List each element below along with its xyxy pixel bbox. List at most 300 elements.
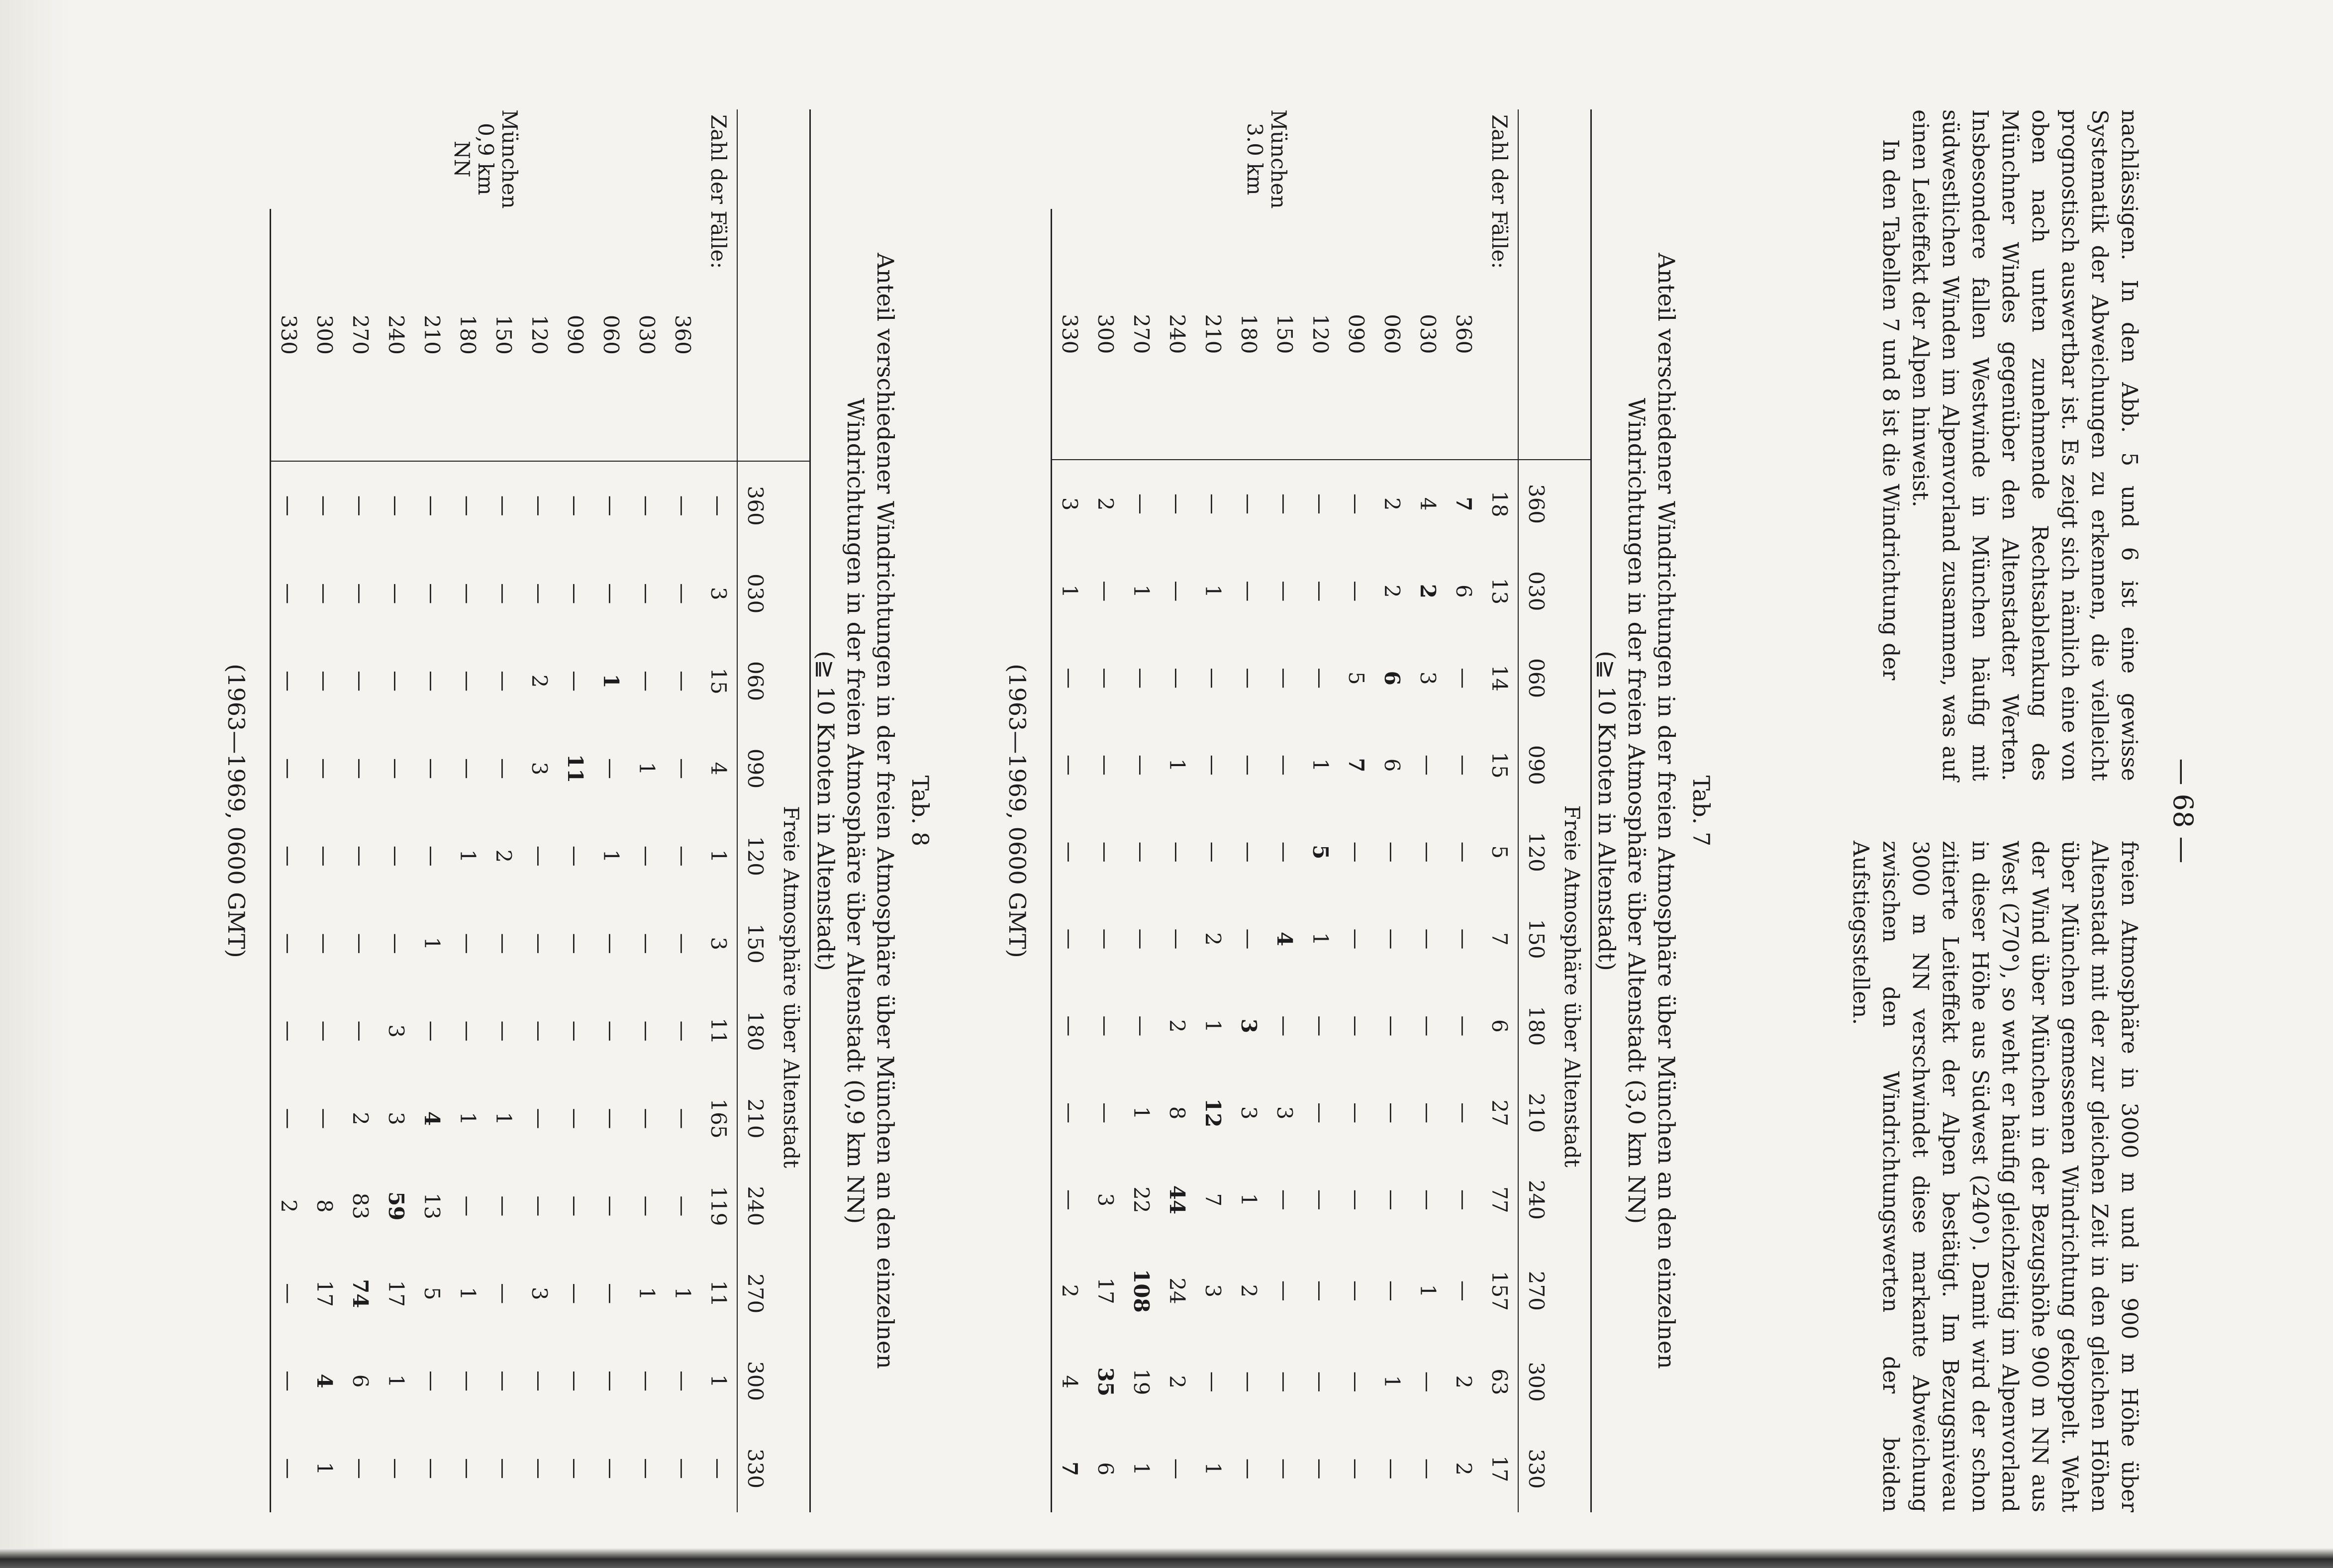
table-row bbox=[379, 109, 414, 1512]
table-cell: — bbox=[671, 671, 695, 692]
row-direction: 180 bbox=[1237, 314, 1262, 354]
table-cell: — bbox=[384, 758, 409, 779]
table-cell: — bbox=[1416, 841, 1441, 863]
table-cell: — bbox=[1231, 460, 1267, 548]
table-cell: — bbox=[1308, 1280, 1333, 1301]
count-label: Zahl der Fälle: bbox=[706, 114, 731, 269]
table-cell: — bbox=[384, 583, 409, 604]
table-cell: 5 bbox=[1308, 845, 1333, 860]
table-cell: 83 bbox=[348, 1192, 373, 1220]
table-cell: — bbox=[1093, 928, 1118, 950]
row-direction: 330 bbox=[271, 209, 307, 462]
row-direction: 300 bbox=[312, 314, 337, 355]
table-cell: 1 bbox=[671, 1286, 695, 1300]
table-cell: 1 bbox=[1201, 1462, 1226, 1475]
table-cell: — bbox=[420, 758, 445, 779]
table-cell: — bbox=[1344, 1189, 1369, 1210]
table-cell: — bbox=[1237, 754, 1262, 776]
caption-line: Anteil verschiedener Windrichtungen in der freien Atmosphäre über München an den einzelnen bbox=[872, 253, 899, 1369]
table-cell: — bbox=[1129, 1015, 1154, 1037]
table-cell: — bbox=[1267, 460, 1303, 548]
table-cell: — bbox=[1093, 1015, 1118, 1037]
table-cell: — bbox=[491, 1458, 516, 1479]
header-row bbox=[1518, 109, 1555, 1512]
count-cell: 3 bbox=[706, 587, 731, 600]
column-header: 360 bbox=[1518, 460, 1555, 548]
table-cell: 3 bbox=[1237, 1106, 1262, 1120]
table-label: Tab. 8 bbox=[907, 775, 934, 847]
table-cell: — bbox=[599, 1108, 624, 1129]
table-cell: 3 bbox=[384, 1112, 409, 1125]
column-header: 180 bbox=[1518, 982, 1555, 1070]
table-row bbox=[593, 109, 629, 1512]
table-cell: — bbox=[1237, 841, 1262, 863]
table-8 bbox=[270, 109, 811, 1512]
table-cell: — bbox=[271, 987, 307, 1075]
row-direction: 030 bbox=[635, 314, 660, 355]
table-row bbox=[1339, 109, 1374, 1512]
table-cell: — bbox=[665, 461, 701, 550]
table-cell: — bbox=[1380, 1458, 1405, 1479]
table-cell: — bbox=[1052, 635, 1088, 722]
table-cell: — bbox=[1272, 841, 1297, 863]
table-cell: 2 bbox=[1165, 1375, 1190, 1389]
row-direction: 240 bbox=[1165, 314, 1190, 354]
count-cell: 15 bbox=[706, 668, 731, 694]
row-direction: 180 bbox=[456, 314, 481, 355]
table-cell: 2 bbox=[1237, 1284, 1262, 1298]
table-row bbox=[1231, 109, 1267, 1512]
page-number: — 68 — bbox=[2167, 758, 2199, 864]
table-cell: — bbox=[1052, 895, 1088, 982]
table-cell: — bbox=[491, 1195, 516, 1217]
table-cell: — bbox=[384, 933, 409, 954]
table-cell: — bbox=[1452, 841, 1476, 863]
table-cell: 1 bbox=[1129, 1462, 1154, 1475]
document-page bbox=[80, 90, 2219, 1532]
table-cell: 5 bbox=[420, 1286, 445, 1300]
column-header: 300 bbox=[737, 1337, 774, 1425]
group-label-line: 3.0 km bbox=[1243, 123, 1267, 196]
table-cell: 3 bbox=[527, 1286, 552, 1300]
caption-line: Windrichtungen in der freien Atmosphäre über Altenstadt (3,0 km NN) bbox=[1623, 397, 1650, 1224]
table-cell: — bbox=[1052, 722, 1088, 809]
table-cell: 19 bbox=[1129, 1369, 1154, 1395]
table-cell: — bbox=[312, 671, 337, 692]
table-7-period: (1963—1969, 0600 GMT) bbox=[1004, 664, 1031, 958]
caption-line: (≧ 10 Knoten in Altenstadt) bbox=[1593, 651, 1620, 971]
table-row bbox=[414, 109, 450, 1512]
table-cell: — bbox=[563, 933, 588, 954]
table-cell: — bbox=[1201, 1371, 1226, 1392]
table-cell: — bbox=[1093, 754, 1118, 776]
table-cell: 8 bbox=[1165, 1106, 1190, 1120]
table-row bbox=[665, 109, 701, 1512]
table-cell: — bbox=[1452, 1189, 1476, 1210]
table-cell: 1 bbox=[599, 849, 624, 863]
count-cell: 4 bbox=[706, 762, 731, 776]
table-cell: — bbox=[1452, 668, 1476, 689]
table-cell: — bbox=[1160, 460, 1195, 548]
column-header: 240 bbox=[737, 1162, 774, 1250]
table-cell: — bbox=[456, 1195, 481, 1217]
table-row bbox=[1446, 109, 1482, 1512]
row-direction: 120 bbox=[527, 314, 552, 355]
table-cell: — bbox=[1093, 1102, 1118, 1124]
table-cell: — bbox=[1452, 1102, 1476, 1124]
table-cell: — bbox=[456, 1458, 481, 1479]
table-cell: — bbox=[558, 461, 593, 550]
table-cell: 3 bbox=[1272, 1106, 1297, 1120]
row-direction: 210 bbox=[420, 314, 445, 355]
table-cell: — bbox=[527, 1371, 552, 1392]
table-cell: 1 bbox=[312, 1462, 337, 1475]
table-cell: 2 bbox=[1165, 1019, 1190, 1033]
table-row bbox=[1195, 109, 1231, 1512]
empty-cell bbox=[1555, 109, 1591, 460]
table-cell: 1 bbox=[1416, 1284, 1441, 1298]
table-cell: 1 bbox=[1308, 758, 1333, 772]
table-cell: — bbox=[1237, 668, 1262, 689]
table-cell: — bbox=[1165, 841, 1190, 863]
table-cell: — bbox=[1308, 1371, 1333, 1392]
count-cell: 15 bbox=[1487, 752, 1512, 779]
table-cell: 7 bbox=[1446, 460, 1482, 548]
column-header: 360 bbox=[737, 461, 774, 550]
table-cell: — bbox=[1129, 668, 1154, 689]
table-cell: 6 bbox=[348, 1374, 373, 1388]
table-cell: — bbox=[1308, 668, 1333, 689]
table-cell: — bbox=[486, 461, 522, 550]
table-cell: — bbox=[671, 758, 695, 779]
table-cell: — bbox=[1380, 1280, 1405, 1301]
table-cell: — bbox=[348, 671, 373, 692]
table-cell: 1 bbox=[1129, 585, 1154, 598]
count-cell: 157 bbox=[1487, 1271, 1512, 1311]
column-spanner: Freie Atmosphäre über Altenstadt bbox=[1555, 460, 1591, 1512]
table-cell: — bbox=[1380, 1015, 1405, 1037]
table-cell: — bbox=[1344, 928, 1369, 950]
table-cell: 2 bbox=[527, 674, 552, 688]
row-direction: 360 bbox=[1452, 314, 1476, 354]
table-cell: — bbox=[527, 933, 552, 954]
scan-edge-left bbox=[0, 0, 70, 1568]
text-column-left bbox=[1846, 109, 2144, 781]
table-cell: — bbox=[1201, 668, 1226, 689]
table-cell: 4 bbox=[312, 1373, 337, 1388]
table-cell: 1 bbox=[1201, 1019, 1226, 1033]
spanner-row bbox=[774, 109, 810, 1512]
table-cell: — bbox=[1165, 668, 1190, 689]
table-cell: 12 bbox=[1201, 1098, 1226, 1128]
table-7-block bbox=[974, 109, 1716, 1512]
table-cell: — bbox=[1052, 1070, 1088, 1157]
column-header: 030 bbox=[737, 550, 774, 637]
column-header: 270 bbox=[1518, 1243, 1555, 1338]
table-row bbox=[1303, 109, 1339, 1512]
table-cell: 3 bbox=[1052, 460, 1088, 548]
table-cell: — bbox=[456, 933, 481, 954]
table-cell: — bbox=[271, 812, 307, 900]
column-header: 150 bbox=[737, 900, 774, 987]
caption-line: (≧ 10 Knoten in Altenstadt) bbox=[812, 651, 839, 971]
table-cell: 1 bbox=[1165, 758, 1190, 772]
header-row bbox=[737, 109, 774, 1512]
table-cell: — bbox=[1129, 754, 1154, 776]
table-cell: — bbox=[1380, 928, 1405, 950]
table-cell: — bbox=[1416, 1102, 1441, 1124]
table-row bbox=[1160, 109, 1195, 1512]
table-cell: 1 bbox=[635, 762, 660, 776]
column-header: 240 bbox=[1518, 1157, 1555, 1244]
table-cell: — bbox=[491, 1283, 516, 1304]
count-cell: 119 bbox=[706, 1186, 731, 1226]
table-cell: 2 bbox=[491, 849, 516, 863]
count-cell: — bbox=[706, 1458, 731, 1479]
table-row bbox=[1267, 109, 1303, 1512]
table-cell: — bbox=[271, 550, 307, 637]
table-cell: — bbox=[348, 583, 373, 604]
table-label: Tab. 7 bbox=[1688, 775, 1715, 847]
table-cell: — bbox=[563, 1020, 588, 1042]
table-cell: — bbox=[1195, 460, 1231, 548]
table-cell: — bbox=[635, 933, 660, 954]
table-cell: 2 bbox=[1088, 460, 1124, 548]
spanner-row bbox=[1555, 109, 1591, 1512]
table-row bbox=[1374, 109, 1410, 1512]
table-cell: 2 bbox=[1452, 1375, 1476, 1389]
table-cell: 1 bbox=[1129, 1106, 1154, 1120]
table-cell: — bbox=[1124, 460, 1160, 548]
table-cell: — bbox=[271, 1075, 307, 1163]
table-cell: — bbox=[348, 845, 373, 867]
table-cell: — bbox=[384, 1458, 409, 1479]
table-cell: 2 bbox=[1052, 1243, 1088, 1338]
count-cell: 13 bbox=[1487, 578, 1512, 605]
table-cell: 4 bbox=[1410, 460, 1446, 548]
table-cell: — bbox=[1308, 1015, 1333, 1037]
count-cell: 11 bbox=[706, 1017, 731, 1045]
caption-line: Windrichtungen in der freien Atmosphäre über Altenstadt (0,9 km NN) bbox=[842, 397, 869, 1224]
table-cell: 1 bbox=[456, 849, 481, 863]
table-cell: 3 bbox=[1093, 1193, 1118, 1207]
table-cell: — bbox=[1237, 581, 1262, 602]
paragraph: In den Tabellen 7 und 8 ist die Windrichtung der bbox=[1878, 139, 1903, 681]
row-direction: 090 bbox=[563, 314, 588, 355]
table-cell: — bbox=[384, 845, 409, 867]
row-direction: 060 bbox=[599, 314, 624, 355]
table-cell: — bbox=[522, 461, 558, 550]
count-cell: 27 bbox=[1487, 1099, 1512, 1126]
table-cell: — bbox=[1303, 460, 1339, 548]
table-cell: — bbox=[1129, 841, 1154, 863]
table-cell: 17 bbox=[312, 1280, 337, 1307]
count-row bbox=[701, 109, 737, 1512]
count-label: Zahl der Fälle: bbox=[1487, 114, 1512, 269]
table-row bbox=[271, 109, 307, 1512]
table-cell: 5 bbox=[1344, 671, 1369, 685]
column-header: 060 bbox=[1518, 635, 1555, 722]
count-cell: 1 bbox=[706, 1374, 731, 1388]
count-cell: — bbox=[701, 461, 737, 550]
caption-line: Anteil verschiedener Windrichtungen in der freien Atmosphäre über München an den einzelnen bbox=[1653, 253, 1680, 1369]
table-cell: — bbox=[635, 583, 660, 604]
count-row bbox=[1482, 109, 1518, 1512]
table-cell: — bbox=[1339, 460, 1374, 548]
table-cell: — bbox=[1380, 1102, 1405, 1124]
row-direction: 090 bbox=[1344, 314, 1369, 354]
table-cell: — bbox=[491, 758, 516, 779]
table-cell: — bbox=[635, 1458, 660, 1479]
table-row bbox=[522, 109, 558, 1512]
table-cell: — bbox=[599, 1371, 624, 1392]
table-cell: — bbox=[629, 461, 665, 550]
column-header: 120 bbox=[737, 812, 774, 900]
table-cell: — bbox=[563, 1458, 588, 1479]
table-cell: 6 bbox=[1093, 1462, 1118, 1475]
table-cell: — bbox=[491, 1020, 516, 1042]
table-cell: — bbox=[527, 583, 552, 604]
table-cell: — bbox=[348, 758, 373, 779]
table-cell: — bbox=[1452, 928, 1476, 950]
table-cell: 4 bbox=[1272, 931, 1297, 947]
table-cell: 1 bbox=[420, 937, 445, 951]
table-cell: 1 bbox=[456, 1286, 481, 1300]
table-cell: — bbox=[1165, 1458, 1190, 1479]
table-cell: — bbox=[1344, 1015, 1369, 1037]
table-cell: — bbox=[420, 1371, 445, 1392]
table-cell: — bbox=[271, 725, 307, 812]
row-direction: 150 bbox=[1272, 314, 1297, 354]
table-cell: 11 bbox=[563, 754, 588, 784]
table-cell: — bbox=[599, 1195, 624, 1217]
table-cell: — bbox=[563, 1371, 588, 1392]
table-cell: — bbox=[1380, 841, 1405, 863]
table-cell: 1 bbox=[1052, 548, 1088, 635]
table-cell: 1 bbox=[635, 1286, 660, 1300]
body-text bbox=[1846, 109, 2144, 1512]
table-cell: — bbox=[635, 1195, 660, 1217]
table-cell: — bbox=[1093, 841, 1118, 863]
column-header: 060 bbox=[737, 637, 774, 725]
table-cell: — bbox=[1201, 754, 1226, 776]
column-header: 270 bbox=[737, 1250, 774, 1337]
table-cell: — bbox=[635, 671, 660, 692]
table-cell: 3 bbox=[1416, 671, 1441, 685]
text-column-right bbox=[1846, 841, 2144, 1512]
table-cell: — bbox=[671, 1195, 695, 1217]
table-cell: — bbox=[450, 461, 486, 550]
table-cell: — bbox=[456, 1371, 481, 1392]
table-cell: — bbox=[1237, 1458, 1262, 1479]
table-cell: — bbox=[312, 933, 337, 954]
table-cell: 6 bbox=[1380, 671, 1405, 686]
table-row bbox=[629, 109, 665, 1512]
count-cell: 77 bbox=[1487, 1186, 1512, 1213]
column-header: 330 bbox=[737, 1425, 774, 1512]
table-cell: — bbox=[671, 933, 695, 954]
table-cell: — bbox=[312, 583, 337, 604]
table-cell: — bbox=[635, 1108, 660, 1129]
row-direction: 240 bbox=[384, 314, 409, 355]
table-cell: 17 bbox=[1093, 1277, 1118, 1304]
table-cell: — bbox=[271, 900, 307, 987]
table-cell: — bbox=[1272, 581, 1297, 602]
table-cell: — bbox=[420, 1458, 445, 1479]
count-cell: 3 bbox=[706, 937, 731, 951]
table-cell: — bbox=[635, 1371, 660, 1392]
table-cell: — bbox=[348, 1020, 373, 1042]
table-cell: — bbox=[1416, 754, 1441, 776]
table-8-period: (1963—1969, 0600 GMT) bbox=[223, 664, 250, 958]
table-cell: — bbox=[1344, 581, 1369, 602]
table-cell: — bbox=[348, 1458, 373, 1479]
table-cell: — bbox=[671, 1020, 695, 1042]
table-cell: — bbox=[563, 1283, 588, 1304]
table-cell: — bbox=[1308, 1102, 1333, 1124]
table-cell: — bbox=[456, 583, 481, 604]
table-cell: 74 bbox=[348, 1279, 373, 1308]
table-cell: — bbox=[271, 1337, 307, 1425]
count-cell: 11 bbox=[706, 1280, 731, 1307]
empty-cell bbox=[737, 109, 774, 461]
row-group-label bbox=[271, 109, 701, 209]
table-cell: — bbox=[312, 1020, 337, 1042]
count-cell: 17 bbox=[1487, 1455, 1512, 1482]
count-cell: 1 bbox=[706, 849, 731, 863]
table-cell: — bbox=[491, 1371, 516, 1392]
table-cell: — bbox=[1308, 1458, 1333, 1479]
table-cell: 1 bbox=[1380, 1375, 1405, 1389]
table-cell: — bbox=[671, 1108, 695, 1129]
table-cell: 1 bbox=[1308, 932, 1333, 946]
table-cell: — bbox=[671, 845, 695, 867]
table-cell: 7 bbox=[1344, 758, 1369, 773]
table-cell: — bbox=[420, 671, 445, 692]
row-direction: 360 bbox=[671, 314, 695, 355]
table-cell: 7 bbox=[1052, 1425, 1088, 1512]
table-cell: — bbox=[599, 1020, 624, 1042]
table-cell: — bbox=[1416, 928, 1441, 950]
table-cell: 1 bbox=[1237, 1193, 1262, 1207]
table-cell: — bbox=[1201, 841, 1226, 863]
table-cell: — bbox=[1165, 928, 1190, 950]
table-cell: — bbox=[1129, 928, 1154, 950]
table-cell: — bbox=[414, 461, 450, 550]
scan-edge-bottom bbox=[0, 1548, 2333, 1568]
table-cell: 3 bbox=[1201, 1284, 1226, 1298]
table-cell: — bbox=[1452, 1015, 1476, 1037]
column-header: 300 bbox=[1518, 1338, 1555, 1425]
table-cell: — bbox=[1272, 1280, 1297, 1301]
group-label-line: München bbox=[1266, 109, 1291, 209]
column-spanner: Freie Atmosphäre über Altenstadt bbox=[774, 461, 810, 1512]
table-cell: — bbox=[343, 461, 379, 550]
table-cell: — bbox=[599, 1458, 624, 1479]
group-label-line: 0,9 km NN bbox=[450, 123, 498, 196]
table-cell: — bbox=[527, 1195, 552, 1217]
table-cell: 13 bbox=[420, 1192, 445, 1220]
table-cell: — bbox=[563, 1195, 588, 1217]
table-cell: 3 bbox=[1237, 1018, 1262, 1033]
row-direction: 120 bbox=[1308, 314, 1333, 354]
table-cell: — bbox=[1344, 841, 1369, 863]
table-cell: — bbox=[599, 1283, 624, 1304]
table-cell: 6 bbox=[1452, 585, 1476, 598]
paragraph: nachlässigen. In den Abb. 5 und 6 ist eine gewisse Systematik der Abweichungen zu erkennen, die vielleicht prognostisch auswertbar ist. Es zeigt sich nämlich eine von oben nach unten zunehmende Rechtsablenkung des Münchner Windes gegenüber den Altenstadter Werten. Insbesondere fallen Westwinde in München häufig mit südwestlichen Winden im Alpenvorland zusammen, was auf einen Leiteffekt der Alpen hinweist. bbox=[1908, 109, 2142, 781]
table-cell: — bbox=[1272, 754, 1297, 776]
table-cell: — bbox=[312, 758, 337, 779]
